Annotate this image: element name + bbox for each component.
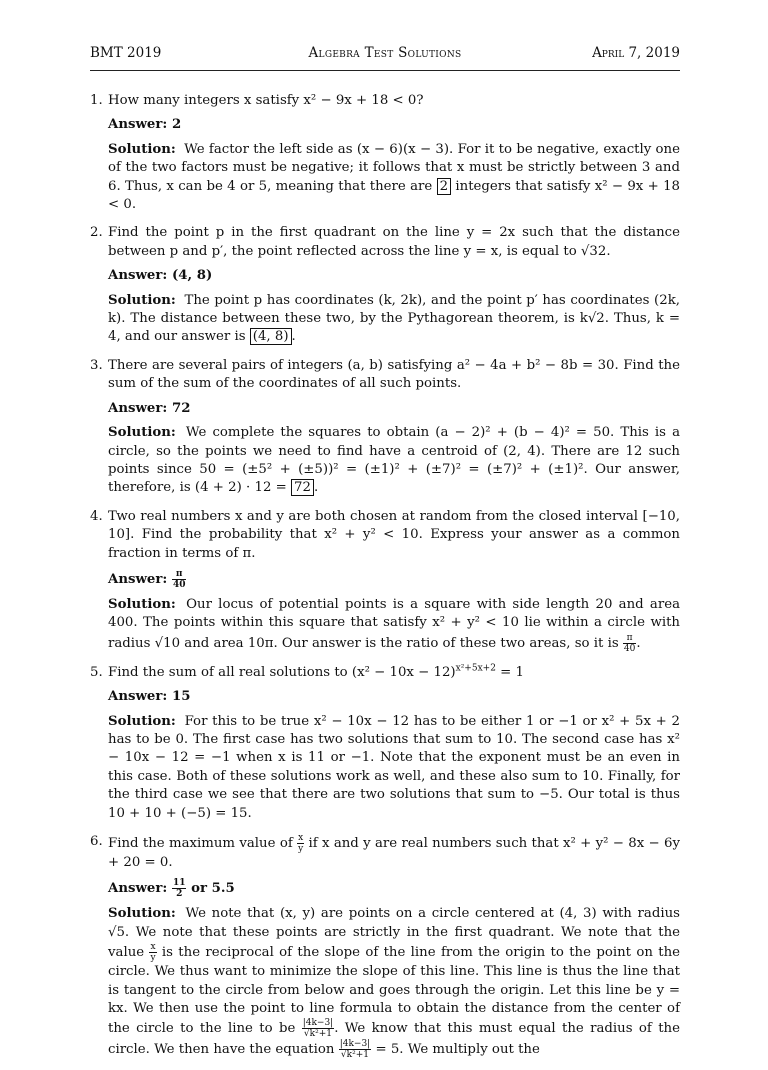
- solution-end: integers that satisfy x² − 9x + 18 < 0.: [108, 178, 680, 213]
- fraction-denominator: 40: [172, 579, 186, 590]
- problem-5: [90, 664, 680, 823]
- solution-part-c: . We know that this must equal the radius of the circle. We then have the equation: [108, 1021, 680, 1058]
- question-text: There are several pairs of integers (a, b) satisfying a² − 4a + b² − 8b = 30. Find the sum of the sum of the coordinates of all such points.: [108, 357, 680, 392]
- answer-line: [108, 688, 680, 706]
- solution-part-b: is the reciprocal of the slope of the line from the origin to the point on the circle. We thus want to minimize the slope of this line. This line is thus the line that is tangent to the circle from below and goes through the origin. Let this line be y = kx. We then use the point to line formula to obtain the distance from the center of the circle to the line to be: [108, 945, 681, 1037]
- question-text: [108, 664, 680, 682]
- solution-body: The point p has coordinates (k, 2k), and the point p′ has coordinates (2k, k). The distance between these two, by the Pythagorean theorem, is k√2. Thus, k = 4, and our answer is: [108, 292, 680, 345]
- header-rule: [90, 70, 680, 71]
- answer-label: Answer:: [108, 881, 168, 897]
- exponent: x²+5x+2: [455, 663, 496, 674]
- question-body: Find the sum of all real solutions to (x² − 10x − 12): [108, 664, 456, 680]
- solution-fraction: [302, 1018, 335, 1039]
- answer-label: Answer:: [108, 400, 168, 416]
- problem-4: [90, 508, 680, 654]
- solution-end: .: [636, 635, 641, 651]
- fraction-denominator: √k²+1: [303, 1029, 332, 1040]
- fraction-numerator: |4k−3|: [302, 1018, 334, 1029]
- solution-label: Solution:: [108, 906, 176, 922]
- solution-text: [108, 292, 680, 347]
- fraction-numerator: |4k−3|: [339, 1039, 371, 1050]
- solution-part-a: We note that (x, y) are points on a circle centered at (4, 3) with radius √5. We note that these points are strictly in the first quadrant. We note that the value: [108, 906, 680, 961]
- fraction-denominator: y: [298, 844, 304, 854]
- fraction-numerator: π: [172, 569, 187, 580]
- solution-body: Our locus of potential points is a square with side length 20 and area 400. The points within this square that satisfy x² + y² < 10 lie within a circle with radius √10 and area 10π. Our answer is the ratio of these two areas, so it is: [108, 596, 680, 651]
- answer-line: [108, 400, 680, 418]
- answer-fraction: [172, 878, 187, 899]
- solution-text: [108, 905, 680, 1060]
- solution-label: Solution:: [108, 425, 176, 441]
- question-text: [108, 833, 680, 872]
- solution-fraction: [149, 942, 156, 963]
- answer-suffix: or 5.5: [191, 881, 235, 897]
- answer-value: (4, 8): [171, 268, 213, 284]
- solution-label: Solution:: [108, 141, 176, 157]
- solution-body: We factor the left side as (x − 6)(x − 3). For it to be negative, exactly one of the two factors must be negative; it follows that x must be strictly between 3 and 6. Thus, x can be 4 or 5, meaning that there are: [108, 141, 680, 194]
- problem-2: [90, 224, 680, 346]
- question-text: How many integers x satisfy x² − 9x + 18 < 0?: [108, 93, 424, 108]
- fraction-denominator: 2: [176, 889, 183, 900]
- boxed-answer: 72: [291, 479, 314, 496]
- problem-6: [90, 833, 680, 1060]
- problem-list: [90, 92, 680, 1070]
- header-date: April 7, 2019: [592, 45, 680, 61]
- problem-number: 4.: [90, 508, 103, 524]
- fraction-denominator: y: [150, 953, 156, 964]
- problem-1: [90, 92, 680, 214]
- question-end: = 1: [500, 664, 524, 680]
- question-text: Find the point p in the first quadrant on the line y = 2x such that the distance between p and p′, the point reflected across the line y = x, is equal to √32.: [108, 225, 680, 259]
- solution-label: Solution:: [108, 713, 176, 729]
- solution-end: .: [291, 329, 296, 345]
- boxed-answer: (4, 8): [250, 328, 292, 345]
- answer-label: Answer:: [108, 268, 168, 284]
- question-text: Two real numbers x and y are both chosen at random from the closed interval [−10, 10]. Find the probability that x² + y² < 10. Express your answer as a common fraction in terms of π.: [108, 508, 680, 561]
- question-start: Find the maximum value of: [108, 836, 293, 851]
- problem-number: 6.: [90, 834, 103, 849]
- answer-value: 72: [171, 400, 191, 416]
- fraction-denominator: √k²+1: [340, 1050, 369, 1061]
- fraction-numerator: x: [298, 833, 304, 843]
- problem-number: 1.: [90, 93, 103, 108]
- solution-text: [108, 141, 680, 215]
- answer-line: [108, 878, 680, 899]
- fraction-numerator: π: [623, 633, 636, 644]
- solution-text: [108, 424, 680, 498]
- answer-value: 15: [171, 689, 191, 705]
- problem-number: 3.: [90, 357, 103, 373]
- solution-body: For this to be true x² − 10x − 12 has to be either 1 or −1 or x² + 5x + 2 has to be 0. The first case has two solutions that sum to 10. The second case has x² − 10x − 12 = −1 when x is 11 or −1. Note that the exponent must be an even in this case. Both of these solutions work as well, and these also sum to 10. Finally, for the third case we see that there are two solutions that sum to −5. Our total is thus 10 + 10 + (−5) = 15.: [108, 713, 680, 821]
- header-event: BMT 2019: [90, 45, 162, 61]
- solution-fraction: [339, 1039, 372, 1060]
- solution-body: We complete the squares to obtain (a − 2)² + (b − 4)² = 50. This is a circle, so the points we need to find have a centroid of (2, 4). There are 12 such points since 50 = (±5² + (±5))² = (±1)² + (±7)² = (±7)² + (±1)². Our answer, therefore, is (4 + 2) · 12 =: [108, 425, 680, 496]
- problem-number: 2.: [90, 225, 103, 241]
- page-header: [90, 44, 680, 64]
- answer-line: [108, 116, 680, 134]
- answer-label: Answer:: [108, 689, 168, 705]
- solution-fraction: [623, 633, 636, 654]
- solution-end: .: [313, 480, 319, 496]
- question-end: if x and y are real numbers such that x² + y² − 8x − 6y + 20 = 0.: [108, 836, 680, 870]
- solution-text: [108, 713, 680, 823]
- solution-label: Solution:: [108, 596, 176, 612]
- header-title: Algebra Test Solutions: [308, 45, 462, 61]
- solution-part-d: = 5. We multiply out the: [375, 1042, 540, 1058]
- boxed-answer: 2: [437, 178, 451, 195]
- answer-value: 2: [171, 117, 182, 133]
- problem-number: 5.: [90, 664, 103, 680]
- solution-text: [108, 596, 680, 654]
- question-fraction: [297, 833, 304, 854]
- answer-label: Answer:: [108, 571, 168, 587]
- answer-fraction: [172, 569, 187, 590]
- answer-line: [108, 569, 680, 590]
- fraction-numerator: 11: [172, 878, 186, 889]
- problem-3: [90, 357, 680, 498]
- answer-label: Answer:: [108, 117, 168, 133]
- fraction-denominator: 40: [623, 643, 636, 654]
- fraction-numerator: x: [150, 942, 156, 953]
- solution-label: Solution:: [108, 292, 176, 308]
- answer-line: [108, 267, 680, 285]
